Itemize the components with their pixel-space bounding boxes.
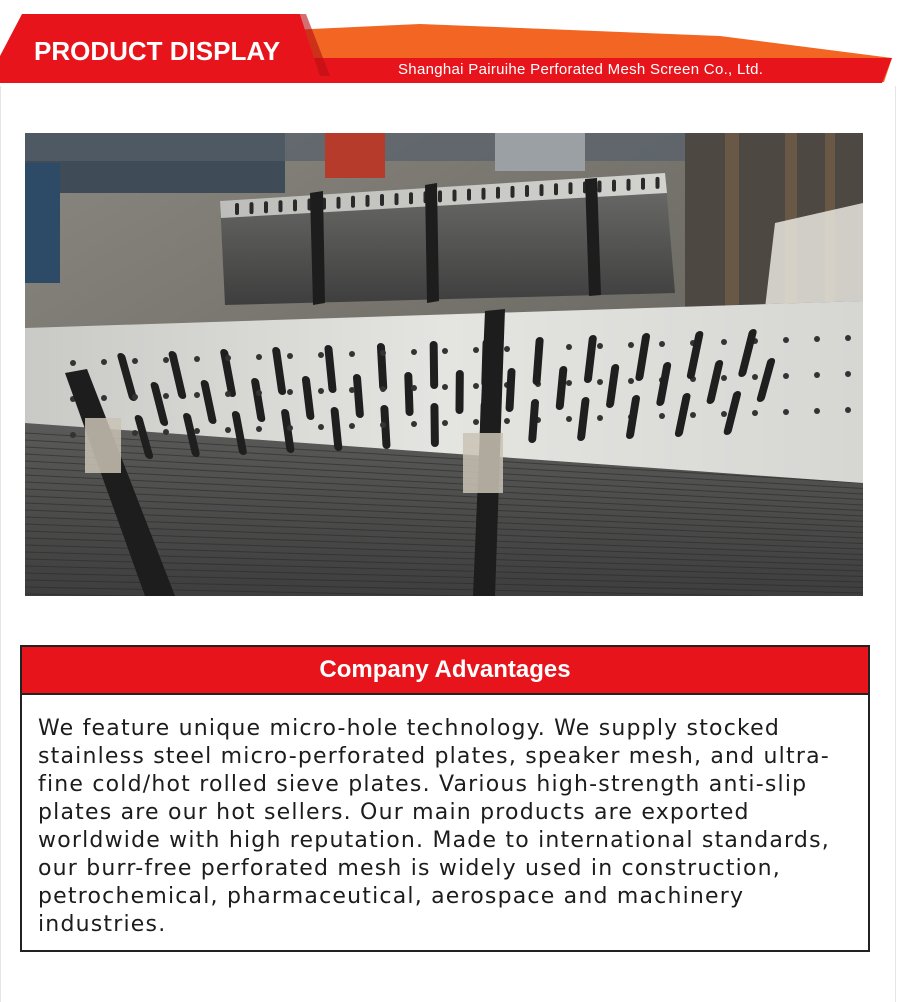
product-photo (25, 133, 863, 596)
advantages-text: We feature unique micro-hole technology. We supply stocked stainless steel micro-perforated plates, speaker mesh, and ultra-fine cold/hot rolled sieve plates. Various high-strength anti-slip plates are our hot sellers. Our main products are exported worldwide with high reputation. Made to international standards, our burr-free perforated mesh is widely used in construction, petrochemical, pharmaceutical, aerospace and machinery industries. (38, 716, 830, 937)
perforated-plates-photo-icon (25, 133, 863, 596)
advantages-header (22, 647, 868, 695)
left-border-line (0, 86, 1, 1002)
page-title: PRODUCT DISPLAY (34, 36, 281, 66)
right-border-line (895, 86, 896, 1002)
company-advantages-box (20, 645, 870, 952)
company-name: Shanghai Pairuihe Perforated Mesh Screen Co., Ltd. (398, 61, 764, 78)
header-banner (0, 0, 899, 100)
advantages-title: Company Advantages (319, 656, 571, 683)
